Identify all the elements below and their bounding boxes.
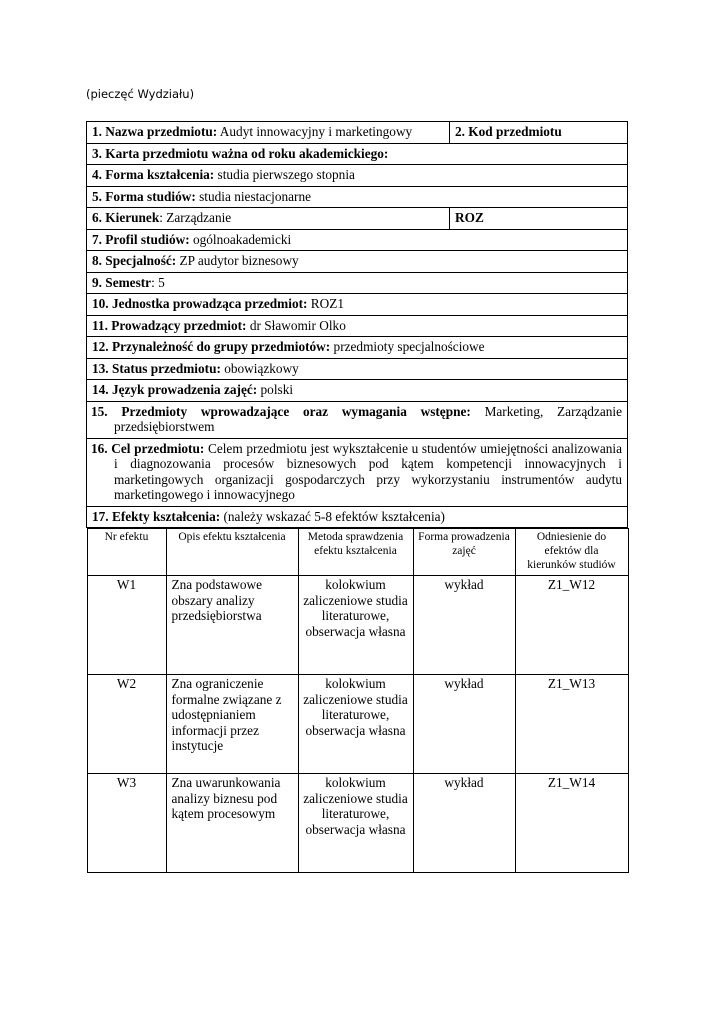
row-lecturer [87,315,628,337]
field-value: : Zarządzanie [159,210,232,225]
course-name-value: Audyt innowacyjny i marketingowy [217,124,413,139]
field-label: 6. Kierunek [92,210,160,225]
profile-value: ogólnoakademicki [189,231,292,247]
group-label: 12. Przynależność do grupy przedmiotów: [92,339,331,354]
effect-reference: Z1_W12 [515,576,628,675]
language-value: polski [257,382,294,397]
row-objective [87,438,628,506]
table-row [87,675,628,774]
row-specialty [87,251,628,273]
unit-label: 10. Jednostka prowadząca przedmiot: [92,296,308,311]
row-course-name [87,122,628,144]
effects-label: 17. Efekty kształcenia: [92,508,221,524]
course-code-label: 2. Kod przedmiotu [455,124,562,139]
effect-form: wykład [413,675,515,774]
effect-form: wykład [413,774,515,873]
row-group [87,337,628,359]
header-description: Opis efektu kształcenia [166,529,298,576]
specialty-value: ZP audytor biznesowy [176,253,299,268]
field-code: ROZ [455,210,484,225]
unit-value: ROZ1 [307,296,345,311]
study-form-value: studia niestacjonarne [195,188,311,204]
row-study-form [87,186,628,208]
objective-value: Celem przedmiotu jest wykształcenie u studentów umiejętności analizowania i diagnozowania procesów biznesowych pod kątem kompetencji innowacyjnych i marketingowych organizacji gospodarczych przy wykorzystaniu instrumentów audytu marketingowego i innowacyjnego [114,440,622,502]
row-language [87,380,628,402]
semester-label: 9. Semestr [92,274,152,290]
header-reference: Odniesienie do efektów dla kierunków studiów [515,529,628,576]
row-valid-from [87,143,628,165]
effects-value: (należy wskazać 5-8 efektów kształcenia) [220,508,445,524]
lecturer-value: dr Sławomir Olko [246,317,346,333]
specialty-label: 8. Specjalność: [92,253,177,268]
row-field [87,208,628,230]
row-status [87,358,628,380]
effect-method: kolokwium zaliczeniowe studia literaturowe, obserwacja własna [298,675,413,774]
row-unit [87,294,628,316]
effect-reference: Z1_W14 [515,774,628,873]
objective-label: 16. Cel przedmiotu: [91,440,205,456]
group-value: przedmioty specjalnościowe [330,339,485,354]
prerequisites-value: Marketing, Zarządzanie przedsiębiorstwem [114,403,622,434]
table-row [87,774,628,873]
row-effects [87,506,628,528]
effect-reference: Z1_W13 [515,675,628,774]
effect-description: Zna ograniczenie formalne związane z udostępnianiem informacji przez instytucje [166,675,298,774]
effect-nr: W2 [87,675,166,774]
course-name-label: 1. Nazwa przedmiotu: [92,124,218,139]
row-semester [87,272,628,294]
status-value: obowiązkowy [220,360,299,376]
semester-value: : 5 [151,274,165,290]
profile-label: 7. Profil studiów: [92,231,190,247]
faculty-stamp-placeholder: (pieczęć Wydziału) [86,87,195,101]
effect-nr: W3 [87,774,166,873]
course-card-table [86,121,628,873]
language-label: 14. Język prowadzenia zajęć: [92,382,258,397]
education-form-label: 4. Forma kształcenia: [92,167,215,182]
status-label: 13. Status przedmiotu: [92,360,221,376]
valid-from-label: 3. Karta przedmiotu ważna od roku akademickiego: [92,145,389,161]
effect-description: Zna uwarunkowania analizy biznesu pod kątem procesowym [166,774,298,873]
effect-method: kolokwium zaliczeniowe studia literaturowe, obserwacja własna [298,576,413,675]
header-nr: Nr efektu [87,529,166,576]
effects-header-row [87,529,628,576]
header-method: Metoda sprawdzenia efektu kształcenia [298,529,413,576]
row-education-form [87,165,628,187]
table-row [87,576,628,675]
header-form: Forma prowadzenia zajęć [413,529,515,576]
study-form-label: 5. Forma studiów: [92,188,196,204]
effect-method: kolokwium zaliczeniowe studia literaturowe, obserwacja własna [298,774,413,873]
row-effects-table [87,528,628,874]
row-profile [87,229,628,251]
effect-form: wykład [413,576,515,675]
effect-nr: W1 [87,576,166,675]
lecturer-label: 11. Prowadzący przedmiot: [92,317,247,333]
effects-table [87,528,629,873]
education-form-value: studia pierwszego stopnia [214,167,355,182]
effect-description: Zna podstawowe obszary analizy przedsiębiorstwa [166,576,298,675]
prerequisites-label: 15. Przedmioty wprowadzające oraz wymagania wstępne: [91,403,471,419]
row-prerequisites [87,401,628,438]
